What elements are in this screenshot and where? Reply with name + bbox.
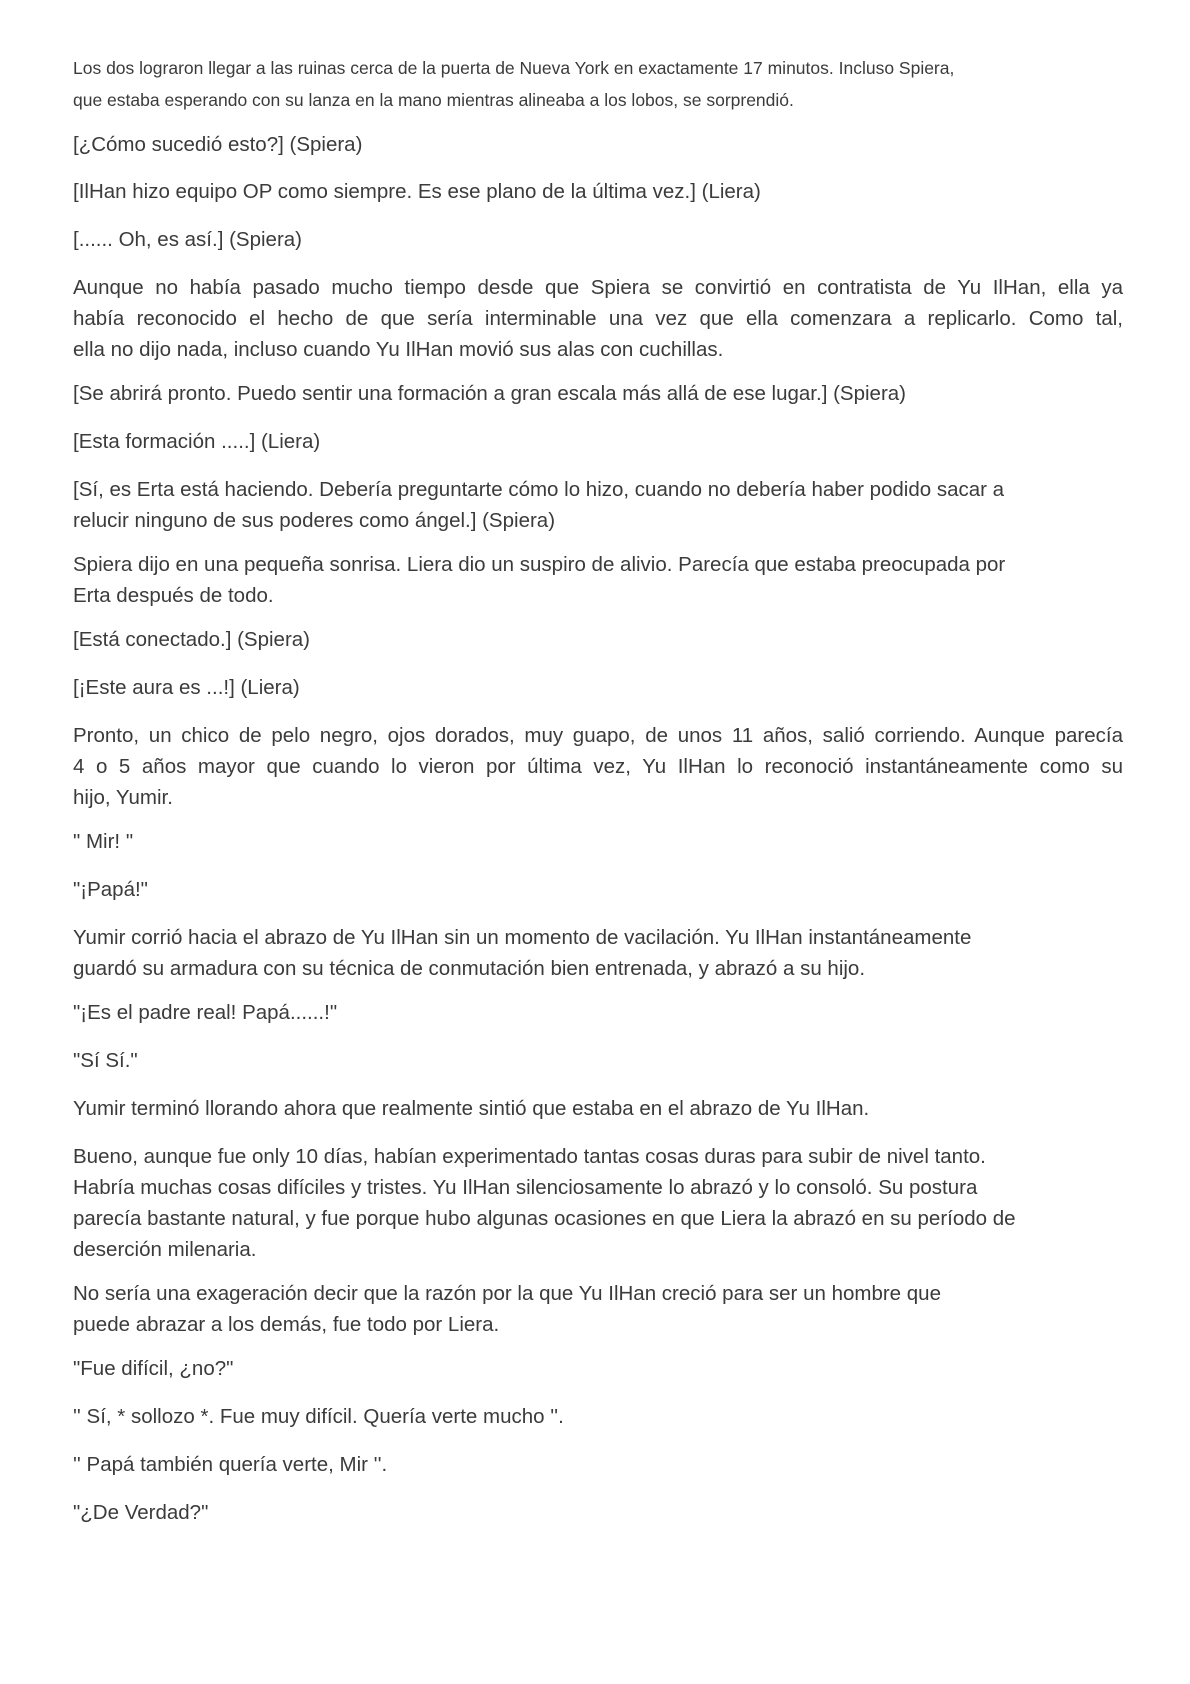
- text-line: había reconocido el hecho de que sería interminable una vez que ella comenzara a replicarlo. Como tal,: [73, 307, 1123, 330]
- text-line: [IlHan hizo equipo OP como siempre. Es ese plano de la última vez.] (Liera): [73, 180, 761, 203]
- paragraph: [73, 474, 1123, 536]
- text-line: [¡Este aura es ...!] (Liera): [73, 676, 300, 699]
- paragraph: [73, 922, 1123, 984]
- paragraph: [73, 176, 1123, 207]
- paragraph: [73, 52, 1123, 116]
- paragraph: [73, 672, 1123, 703]
- text-line: guardó su armadura con su técnica de conmutación bien entrenada, y abrazó a su hijo.: [73, 957, 866, 980]
- paragraph: [73, 1497, 1123, 1528]
- text-line: '' Papá también quería verte, Mir ''.: [73, 1453, 388, 1476]
- text-line: que estaba esperando con su lanza en la mano mientras alineaba a los lobos, se sorprendió.: [73, 90, 794, 110]
- paragraph: [73, 1141, 1123, 1265]
- text-line: "¿De Verdad?": [73, 1501, 209, 1524]
- text-line: [Esta formación .....] (Liera): [73, 430, 321, 453]
- text-line: No sería una exageración decir que la razón por la que Yu IlHan creció para ser un hombre que: [73, 1282, 941, 1305]
- text-line: "¡Papá!": [73, 878, 148, 901]
- text-line: [Se abrirá pronto. Puedo sentir una formación a gran escala más allá de ese lugar.] (Spiera): [73, 382, 906, 405]
- text-line: Aunque no había pasado mucho tiempo desde que Spiera se convirtió en contratista de Yu IlHan, ella ya: [73, 276, 1123, 299]
- text-line: Los dos lograron llegar a las ruinas cerca de la puerta de Nueva York en exactamente 17 minutos. Incluso Spiera,: [73, 58, 955, 78]
- paragraph: [73, 272, 1123, 365]
- paragraph: [73, 874, 1123, 905]
- paragraph: [73, 426, 1123, 457]
- paragraph: [73, 826, 1123, 857]
- text-line: [...... Oh, es así.] (Spiera): [73, 228, 302, 251]
- text-line: Erta después de todo.: [73, 584, 274, 607]
- text-line: Yumir terminó llorando ahora que realmente sintió que estaba en el abrazo de Yu IlHan.: [73, 1097, 870, 1120]
- paragraph: [73, 1353, 1123, 1384]
- document-page: [73, 52, 1123, 1528]
- paragraph: [73, 378, 1123, 409]
- text-line: Pronto, un chico de pelo negro, ojos dorados, muy guapo, de unos 11 años, salió corriendo. Aunque parecía: [73, 724, 1123, 747]
- text-line: Yumir corrió hacia el abrazo de Yu IlHan sin un momento de vacilación. Yu IlHan instantáneamente: [73, 926, 972, 949]
- text-line: ella no dijo nada, incluso cuando Yu IlHan movió sus alas con cuchillas.: [73, 338, 724, 361]
- text-line: Habría muchas cosas difíciles y tristes. Yu IlHan silenciosamente lo abrazó y lo consoló. Su postura: [73, 1176, 978, 1199]
- text-line: [¿Cómo sucedió esto?] (Spiera): [73, 133, 363, 156]
- paragraph: [73, 720, 1123, 813]
- text-line: relucir ninguno de sus poderes como ángel.] (Spiera): [73, 509, 556, 532]
- text-line: parecía bastante natural, y fue porque hubo algunas ocasiones en que Liera la abrazó en su período de: [73, 1207, 1016, 1230]
- text-line: "Sí Sí.": [73, 1049, 138, 1072]
- paragraph: [73, 997, 1123, 1028]
- text-line: " Mir! ": [73, 830, 134, 853]
- text-line: Spiera dijo en una pequeña sonrisa. Liera dio un suspiro de alivio. Parecía que estaba preocupada por: [73, 553, 1006, 576]
- paragraph: [73, 224, 1123, 255]
- paragraph: [73, 549, 1123, 611]
- text-line: [Está conectado.] (Spiera): [73, 628, 311, 651]
- text-line: [Sí, es Erta está haciendo. Debería preguntarte cómo lo hizo, cuando no debería haber podido sacar a: [73, 478, 1005, 501]
- text-line: "Fue difícil, ¿no?": [73, 1357, 234, 1380]
- text-line: "¡Es el padre real! Papá......!": [73, 1001, 338, 1024]
- text-line: puede abrazar a los demás, fue todo por Liera.: [73, 1313, 500, 1336]
- text-line: Bueno, aunque fue only 10 días, habían experimentado tantas cosas duras para subir de nivel tanto.: [73, 1145, 986, 1168]
- paragraph: [73, 1093, 1123, 1124]
- paragraph: [73, 1278, 1123, 1340]
- paragraph: [73, 1401, 1123, 1432]
- text-line: hijo, Yumir.: [73, 786, 173, 809]
- paragraph: [73, 129, 1123, 160]
- paragraph: [73, 624, 1123, 655]
- paragraph: [73, 1045, 1123, 1076]
- text-line: '' Sí, * sollozo *. Fue muy difícil. Quería verte mucho ''.: [73, 1405, 564, 1428]
- text-line: deserción milenaria.: [73, 1238, 257, 1261]
- paragraph: [73, 1449, 1123, 1480]
- text-line: 4 o 5 años mayor que cuando lo vieron por última vez, Yu IlHan lo reconoció instantáneamente como su: [73, 755, 1123, 778]
